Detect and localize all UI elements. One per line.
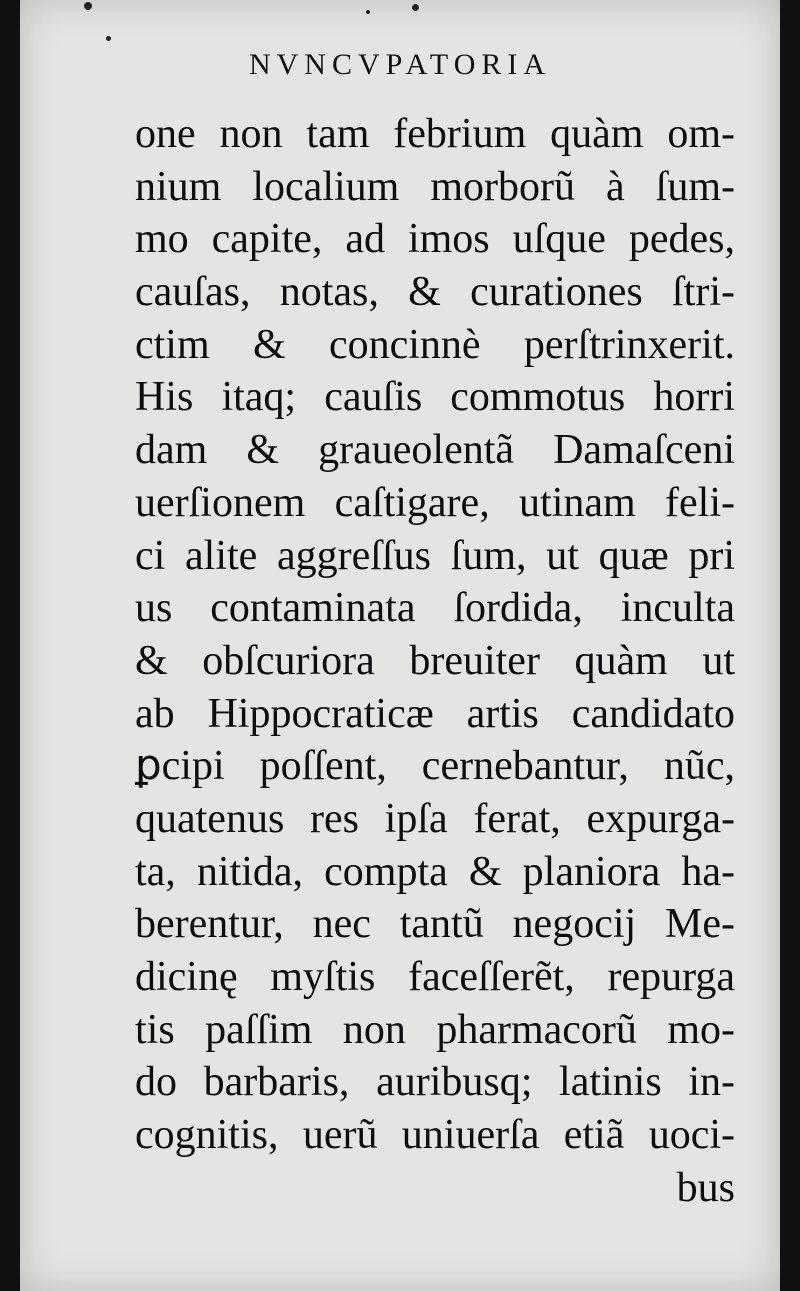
body-text — [135, 108, 735, 1214]
ink-speck — [412, 4, 419, 11]
text-line: His itaq; cauſis commotus horri — [135, 374, 735, 421]
text-line: cognitis, uerũ uniuerſa etiã uoci- — [135, 1112, 735, 1159]
text-line: & obſcuriora breuiter quàm ut — [135, 637, 735, 684]
text-line: us contaminata ſordida, inculta — [135, 585, 735, 632]
text-line: ꝑcipi poſſent, cernebantur, nũc, — [135, 743, 735, 790]
text-line: dicinę myſtis faceſſerẽt, repurga — [135, 954, 735, 1000]
text-line: berentur, nec tantũ negocij Me- — [135, 901, 735, 948]
text-line: uerſionem caſtigare, utinam feli- — [135, 479, 735, 526]
ink-speck — [366, 10, 370, 14]
text-line: ab Hippocraticæ artis candidato — [135, 690, 735, 737]
ink-speck — [84, 2, 92, 10]
text-line: one non tam febrium quàm om- — [135, 111, 735, 157]
running-header: NVNCVPATORIA — [248, 48, 552, 81]
text-line: ta, nitida, compta & planiora ha- — [135, 848, 735, 895]
text-line: quatenus res ipſa ferat, expurga- — [135, 795, 735, 842]
text-line: cauſas, notas, & curationes ſtri- — [135, 269, 735, 316]
text-line: ci alite aggreſſus ſum, ut quæ pri — [135, 532, 735, 579]
text-line: mo capite, ad imos uſque pedes, — [135, 216, 735, 263]
text-line: nium localium morborũ à ſum- — [135, 163, 735, 210]
text-line: do barbaris, auribusq; latinis in- — [135, 1059, 735, 1106]
text-line: ctim & concinnè perſtrinxerit. — [135, 321, 735, 368]
text-line: dam & graueolentã Damaſceni — [135, 427, 735, 474]
text-line: tis paſſim non pharmacorũ mo- — [135, 1006, 735, 1053]
catchword: bus — [676, 1164, 735, 1211]
ink-speck — [106, 36, 111, 41]
